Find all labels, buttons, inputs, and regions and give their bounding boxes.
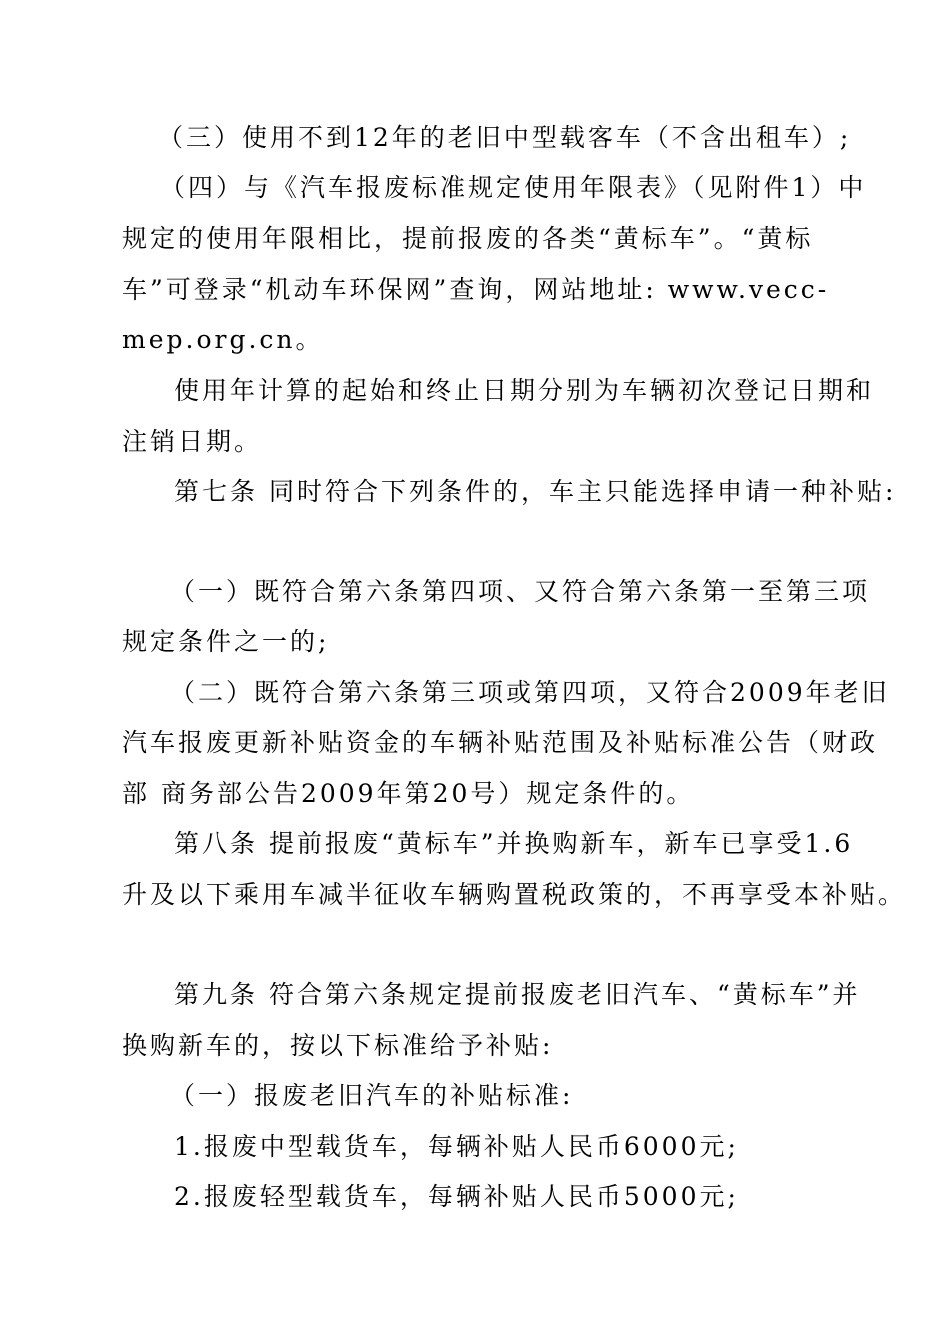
article-heading-line: 第八条 提前报废“黄标车”并换购新车，新车已享受1.6 [174, 829, 854, 858]
paragraph-line: 规定的使用年限相比，提前报废的各类“黄标车”。“黄标 [122, 224, 814, 253]
paragraph-line: 使用年计算的起始和终止日期分别为车辆初次登记日期和 [174, 376, 875, 405]
paragraph-line: 汽车报废更新补贴资金的车辆补贴范围及补贴标准公告（财政 [122, 728, 879, 757]
article-heading-line: 第九条 符合第六条规定提前报废老旧汽车、“黄标车”并 [174, 980, 861, 1009]
paragraph-line: 规定条件之一的; [122, 627, 330, 656]
list-item: 1.报废中型载货车，每辆补贴人民币6000元; [174, 1132, 739, 1161]
paragraph-line: mep.org.cn。 [122, 325, 324, 354]
paragraph-line: （三）使用不到12年的老旧中型载客车（不含出租车）; [158, 123, 852, 152]
list-item: 2.报废轻型载货车，每辆补贴人民币5000元; [174, 1182, 739, 1211]
paragraph-line: 换购新车的，按以下标准给予补贴: [122, 1031, 554, 1060]
paragraph-line: （四）与《汽车报废标准规定使用年限表》（见附件1）中 [160, 173, 867, 202]
paragraph-line: （二）既符合第六条第三项或第四项，又符合2009年老旧 [170, 678, 890, 707]
paragraph-line: 车”可登录“机动车环保网”查询，网站地址: www.vecc- [122, 275, 830, 304]
paragraph-line: 部 商务部公告2009年第20号）规定条件的。 [122, 779, 695, 808]
article-heading-line: 第七条 同时符合下列条件的，车主只能选择申请一种补贴: [174, 477, 897, 506]
paragraph-line: （一）报废老旧汽车的补贴标准: [170, 1081, 574, 1110]
paragraph-line: 注销日期。 [122, 427, 263, 456]
paragraph-line: 升及以下乘用车减半征收车辆购置税政策的，不再享受本补贴。 [122, 880, 907, 909]
paragraph-line: （一）既符合第六条第四项、又符合第六条第一至第三项 [170, 577, 871, 606]
